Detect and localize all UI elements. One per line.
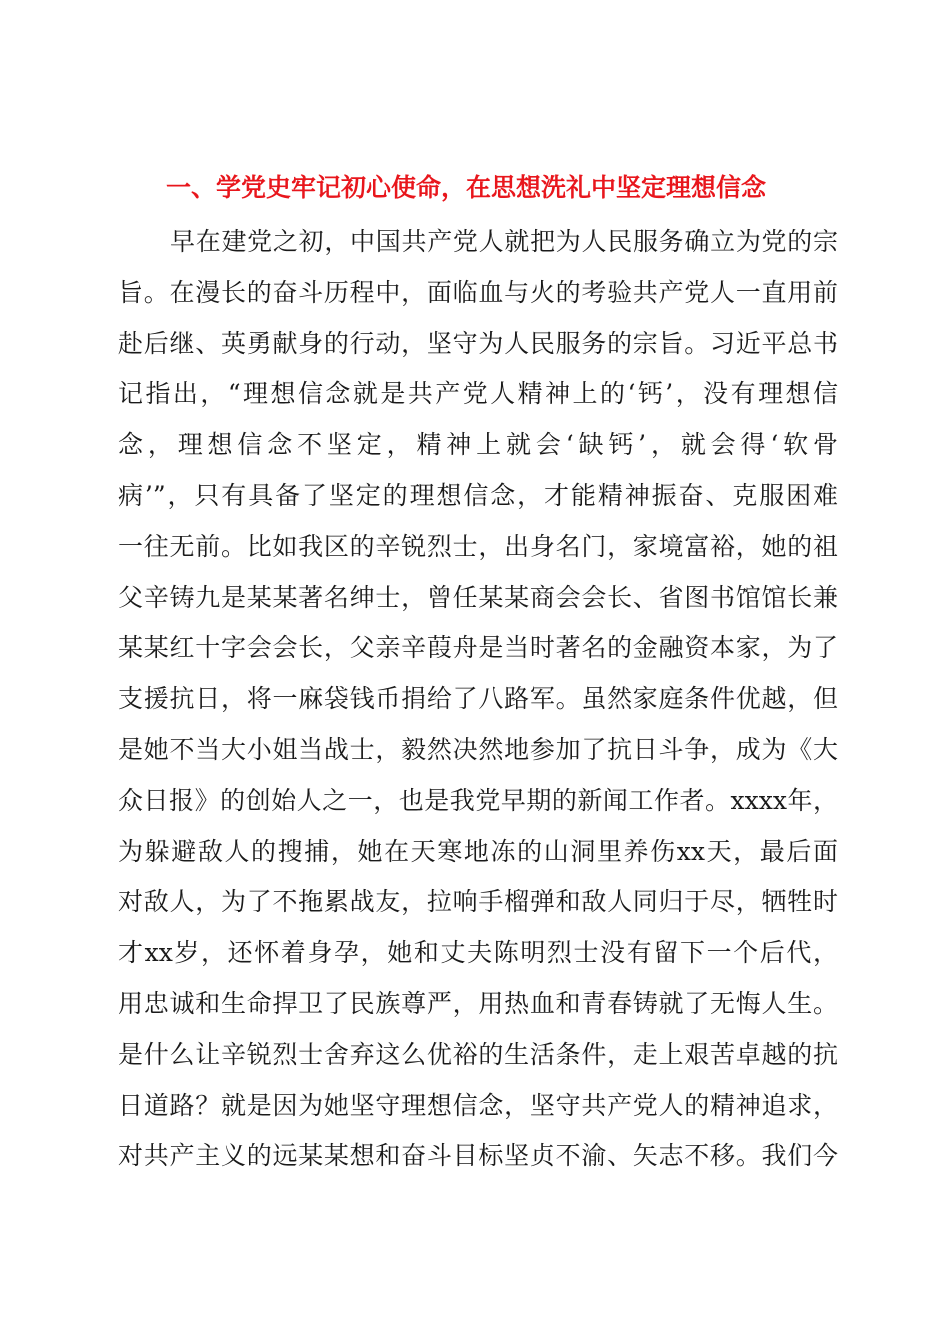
text-line: 病’”，只有具备了坚定的理想信念，才能精神振奋、克服困难 [118, 480, 838, 510]
text-line: 对敌人，为了不拖累战友，拉响手榴弹和敌人同归于尽，牺牲时 [118, 887, 838, 917]
text-line: 众日报》的创始人之一，也是我党早期的新闻工作者。xxxx年， [118, 785, 838, 815]
text-line: 记指出，“理想信念就是共产党人精神上的‘钙’，没有理想信 [118, 379, 838, 409]
text-line: 某某红十字会会长，父亲辛葭舟是当时著名的金融资本家，为了 [118, 633, 838, 663]
text-line: 念，理想信念不坚定，精神上就会‘缺钙’，就会得‘软骨 [118, 430, 838, 460]
text-line: 支援抗日，将一麻袋钱币捐给了八路军。虽然家庭条件优越，但 [118, 684, 838, 714]
text-line: 是什么让辛锐烈士舍弃这么优裕的生活条件，走上艰苦卓越的抗 [118, 1039, 838, 1069]
section-heading: 一、学党史牢记初心使命，在思想洗礼中坚定理想信念 [166, 173, 767, 202]
text-line: 旨。在漫长的奋斗历程中，面临血与火的考验共产党人一直用前 [118, 277, 838, 307]
text-line: 是她不当大小姐当战士，毅然决然地参加了抗日斗争，成为《大 [118, 734, 838, 764]
text-line: 早在建党之初，中国共产党人就把为人民服务确立为党的宗 [170, 227, 838, 256]
text-line: 父辛铸九是某某著名绅士，曾任某某商会会长、省图书馆馆长兼 [118, 582, 838, 612]
text-line: 用忠诚和生命捍卫了民族尊严，用热血和青春铸就了无悔人生。 [118, 988, 838, 1018]
body-paragraph [118, 217, 838, 1182]
text-line: 对共产主义的远某某想和奋斗目标坚贞不渝、矢志不移。我们今 [118, 1141, 838, 1171]
text-line: 为躲避敌人的搜捕，她在天寒地冻的山洞里养伤xx天，最后面 [118, 836, 838, 866]
text-line: 赴后继、英勇献身的行动，坚守为人民服务的宗旨。习近平总书 [118, 328, 838, 358]
text-line: 才xx岁，还怀着身孕，她和丈夫陈明烈士没有留下一个后代， [118, 938, 838, 968]
text-line: 一往无前。比如我区的辛锐烈士，出身名门，家境富裕，她的祖 [118, 531, 838, 561]
text-line: 日道路？就是因为她坚守理想信念，坚守共产党人的精神追求， [118, 1090, 838, 1120]
